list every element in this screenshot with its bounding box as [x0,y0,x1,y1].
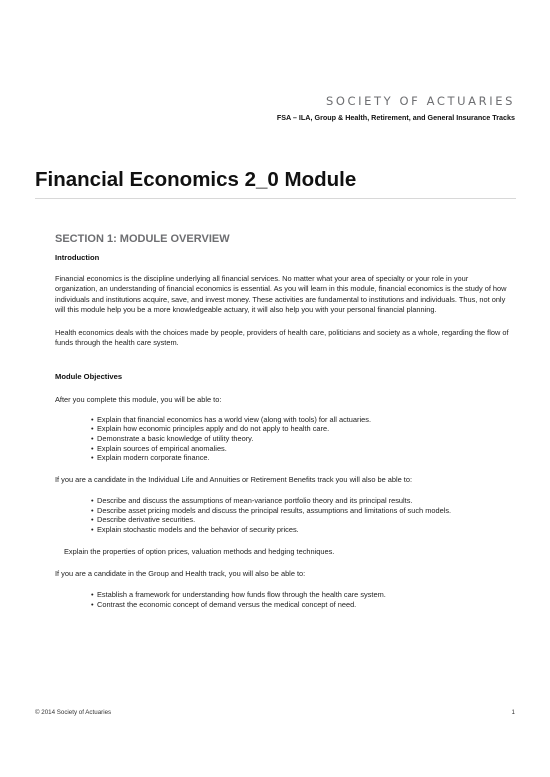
bullet-icon: • [91,590,94,600]
footer-copyright: © 2014 Society of Actuaries [35,709,112,716]
list-item: • Explain sources of empirical anomalies. [91,443,227,453]
list-item: • Explain stochastic models and the behavior of security prices. [91,525,299,534]
objectives-heading: Module Objectives [55,372,123,382]
list-item: • Explain how economic principles apply and do not apply to health care. [91,424,330,434]
bullet-icon: • [91,453,94,463]
list-item: • Describe and discuss the assumptions of mean-variance portfolio theory and its principal results. [91,496,413,506]
list-item: • Establish a framework for understanding how funds flow through the health care system. [91,590,386,600]
section-heading: SECTION 1: MODULE OVERVIEW [55,233,230,245]
bullet-icon: • [91,515,94,525]
logo: SOCIETY OF ACTUARIES [325,94,515,108]
bullet-icon: • [91,434,94,444]
objectives-list [55,415,510,463]
bullet-icon: • [91,424,94,434]
title-divider [35,198,516,199]
list-item: • Describe asset pricing models and discuss the principal results, assumptions and limitations of such models. [91,505,452,515]
list-item: • Explain that financial economics has a world view (along with tools) for all actuaries. [91,414,371,424]
bullet-icon: • [91,496,94,506]
ila-intro: If you are a candidate in the Individual Life and Annuities or Retirement Benefits track you will also be able to: [55,474,413,484]
bullet-icon: • [91,525,94,534]
page-title: Financial Economics 2_0 Module [35,168,357,191]
bullet-icon: • [91,600,94,609]
objectives-intro: After you complete this module, you will be able to: [55,395,222,405]
bullet-icon: • [91,505,94,515]
footer-page-number: 1 [511,709,515,716]
gh-objectives-list [55,590,510,609]
list-item: • Contrast the economic concept of demand versus the medical concept of need. [91,600,357,609]
intro-paragraph-2: Health economics deals with the choices made by people, providers of health care, politicians and society as a whole, regarding the flow of funds through the health care system. [55,327,509,348]
intro-paragraph-1: Financial economics is the discipline underlying all financial services. No matter what your area of specialty or your role in your organization, an understanding of financial economics is essential. As you will learn in this module, financial economics is the study of how individuals and institutions acquire, save, and invest money. These activities are fundamental to institutions and individuals. Thus, not only will this module help you be a more knowledgeable actuary, it will also help you with your personal financial planning. [55,274,507,315]
list-item: • Demonstrate a basic knowledge of utility theory. [91,434,254,444]
bullet-icon: • [91,443,94,453]
track-line: FSA – ILA, Group & Health, Retirement, and General Insurance Tracks [276,113,515,122]
introduction-heading: Introduction [55,253,100,262]
ila-objectives-list [55,496,510,534]
content [55,233,510,622]
gh-intro: If you are a candidate in the Group and Health track, you will also be able to: [55,569,306,578]
list-item: • Describe derivative securities. [91,515,196,525]
list-item: • Explain modern corporate finance. [91,453,210,463]
ila-extra-objective: Explain the properties of option prices, valuation methods and hedging techniques. [64,546,335,556]
bullet-icon: • [91,414,94,424]
